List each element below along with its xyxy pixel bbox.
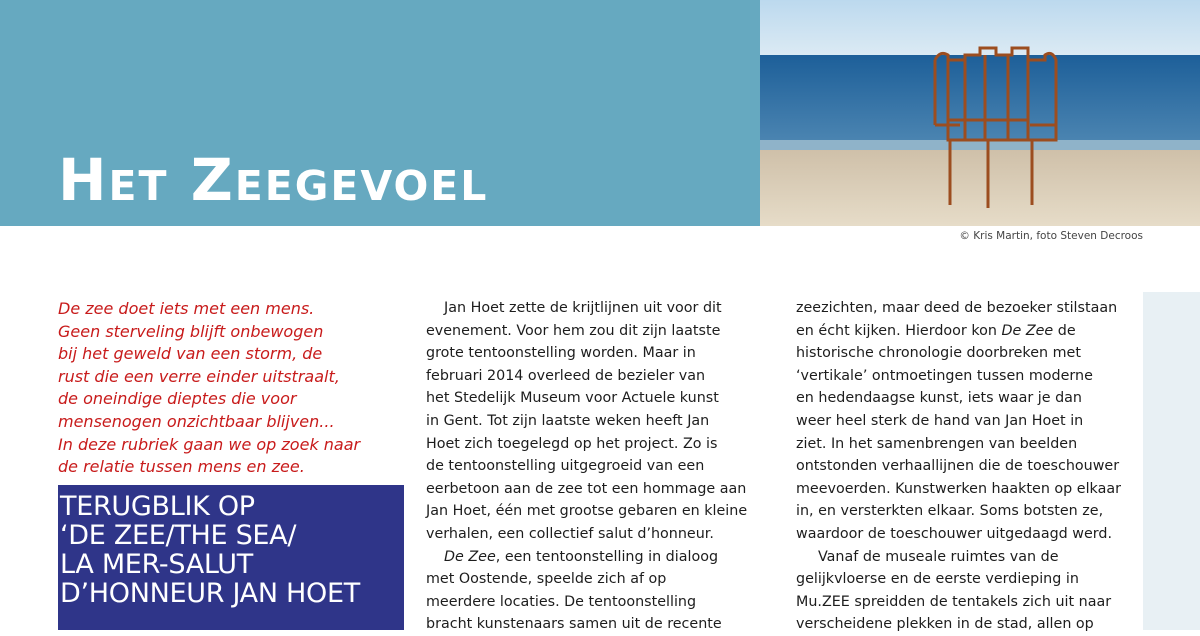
photo-credit: © Kris Martin, foto Steven Decroos [959, 230, 1143, 242]
body-line: Jan Hoet zette de krijtlijnen uit voor dit [444, 300, 722, 316]
body-line: waardoor de toeschouwer uitgedaagd werd. [796, 525, 1113, 542]
article-column-right [796, 297, 1141, 636]
intro-line: de relatie tussen mens en zee. [58, 457, 305, 477]
body-line: gelijkvloerse en de eerste verdieping in [796, 571, 1079, 588]
side-strip [1143, 292, 1200, 630]
body-line: Hoet zich toegelegd op het project. Zo is [426, 435, 718, 452]
body-line-start: en écht kijken. Hierdoor kon [796, 322, 1002, 339]
body-line: februari 2014 overleed de bezieler van [426, 367, 706, 384]
body-line: en hedendaagse kunst, iets waar je dan [796, 390, 1082, 407]
body-line: met Oostende, speelde zich af op [426, 571, 667, 588]
article-column-middle [426, 297, 771, 636]
body-line: weer heel sterk de hand van Jan Hoet in [796, 412, 1084, 429]
body-line: de tentoonstelling uitgegroeid van een [426, 458, 705, 475]
body-line: het Stedelijk Museum voor Actuele kunst [426, 390, 719, 407]
body-line: eerbetoon aan de zee tot een hommage aan [426, 480, 747, 497]
body-line [426, 546, 771, 569]
body-line: ‘vertikale’ ontmoetingen tussen moderne [796, 367, 1093, 384]
body-line: meerdere locaties. De tentoonstelling [426, 593, 697, 610]
body-line: ontstonden verhaallijnen die de toeschouwer [796, 458, 1120, 475]
section-title-line: TERUGBLIK OP [60, 491, 255, 522]
section-header-box [58, 485, 404, 630]
sculpture-on-beach-icon [760, 0, 1200, 226]
page-title: Het Zeegevoel [58, 146, 489, 214]
emphasis: De Zee [444, 548, 496, 565]
body-line-rest: , een tentoonstelling in dialoog [495, 548, 719, 565]
section-title-line: LA MER-SALUT [60, 549, 253, 580]
beach-sculpture-photo [760, 0, 1200, 226]
intro-line: rust die een verre einder uitstraalt, [58, 366, 340, 386]
body-line: ziet. In het samenbrengen van beelden [796, 435, 1078, 452]
body-line: Jan Hoet, één met grootse gebaren en kleine [426, 503, 748, 520]
body-line: Vanaf de museale ruimtes van de [818, 548, 1059, 565]
intro-line: In deze rubriek gaan we op zoek naar [58, 434, 361, 454]
body-line: verhalen, een collectief salut d’honneur. [426, 525, 714, 542]
body-line: historische chronologie doorbreken met [796, 345, 1081, 362]
body-line: evenement. Voor hem zou dit zijn laatste [426, 322, 721, 339]
section-title-line: D’HONNEUR JAN HOET [60, 578, 360, 609]
section-title [60, 492, 360, 608]
body-line: in Gent. Tot zijn laatste weken heeft Jan [426, 412, 710, 429]
intro-line: bij het geweld van een storm, de [58, 344, 323, 364]
body-line: Mu.ZEE spreidden de tentakels zich uit naar [796, 593, 1112, 610]
body-line-rest: de [1053, 322, 1076, 339]
intro-line: De zee doet iets met een mens. [58, 299, 315, 318]
body-line [796, 320, 1141, 343]
body-line: zeezichten, maar deed de bezoeker stilstaan [796, 300, 1118, 316]
body-line: grote tentoonstelling worden. Maar in [426, 345, 696, 362]
section-title-line: ‘DE ZEE/THE SEA/ [60, 520, 297, 551]
body-line: in, en versterkten elkaar. Soms botsten ze, [796, 503, 1104, 520]
intro-line: de oneindige dieptes die voor [58, 389, 297, 409]
emphasis: De Zee [1001, 322, 1054, 339]
intro-line: Geen sterveling blijft onbewogen [58, 321, 324, 341]
body-line: meevoerden. Kunstwerken haakten op elkaar [796, 480, 1121, 497]
body-line: verscheidene plekken in de stad, allen op [796, 616, 1094, 633]
intro-line: mensenogen onzichtbaar blijven... [58, 411, 335, 431]
body-line: bracht kunstenaars samen uit de recente [426, 616, 722, 633]
intro-text [58, 298, 408, 479]
header-banner [0, 0, 760, 226]
